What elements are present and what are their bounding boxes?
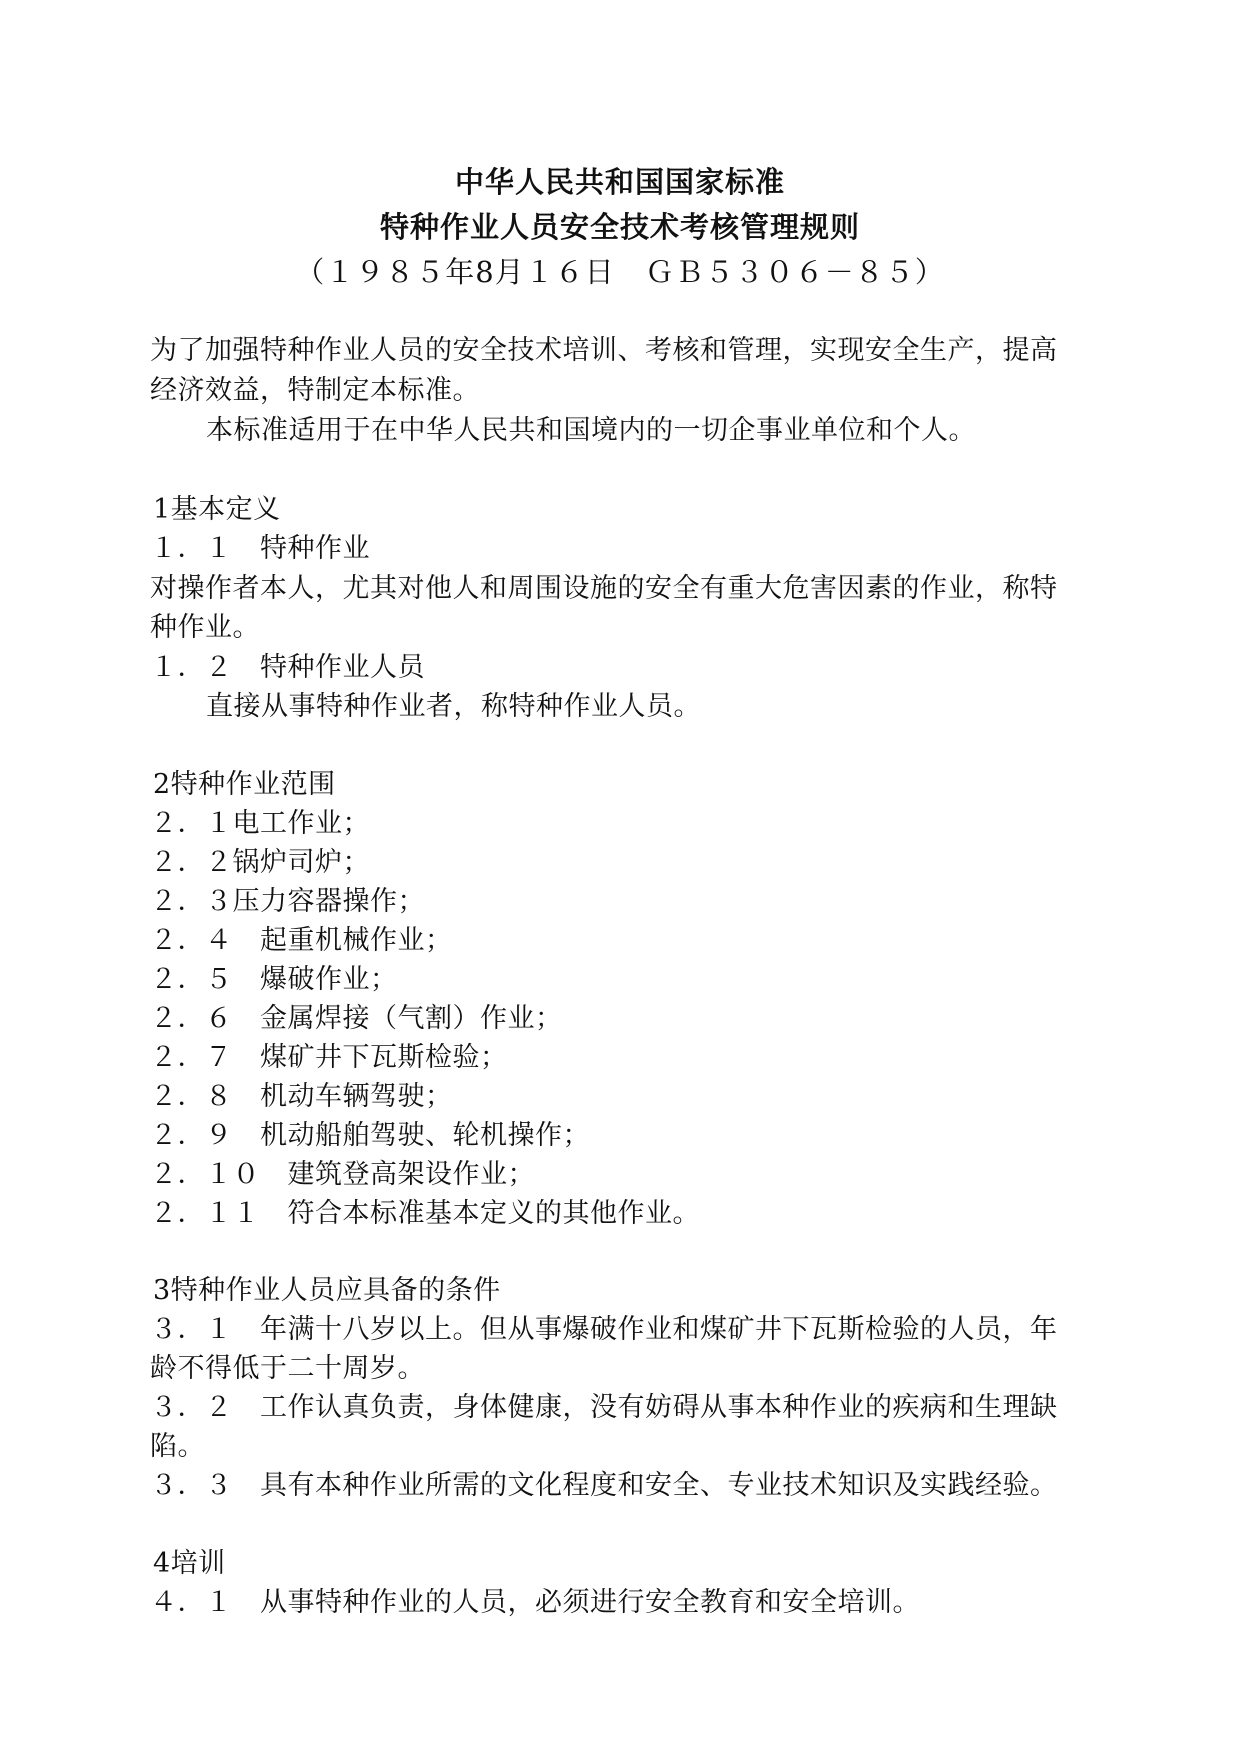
list-item: ２．９ 机动船舶驾驶、轮机操作； [150,1120,590,1151]
clause-3-2-line-2: 陷。 [150,1431,205,1462]
list-item: ２．１电工作业； [150,808,370,839]
list-item: ２．４ 起重机械作业； [150,925,453,956]
list-item: ２．８ 机动车辆驾驶； [150,1081,453,1112]
list-item: ２．７ 煤矿井下瓦斯检验； [150,1042,508,1073]
list-item: ２．１１ 符合本标准基本定义的其他作业。 [150,1198,700,1229]
clause-3-1-line-1: ３．１ 年满十八岁以上。但从事爆破作业和煤矿井下瓦斯检验的人员，年 [150,1314,1058,1345]
clause-4-1: ４．１ 从事特种作业的人员，必须进行安全教育和安全培训。 [150,1587,920,1618]
clause-1-2-text: 直接从事特种作业者，称特种作业人员。 [206,691,701,722]
document-title: 中华人民共和国国家标准 [454,165,785,199]
clause-3-1-line-2: 龄不得低于二十周岁。 [150,1353,425,1384]
document-standard-info: （１９８５年8月１６日 ＧＢ５３０６－８５） [295,255,945,289]
section-1-heading: 1基本定义 [153,494,281,525]
clause-3-2-line-1: ３．２ 工作认真负责，身体健康，没有妨碍从事本种作业的疾病和生理缺 [150,1392,1058,1423]
intro-paragraph-line-2: 经济效益，特制定本标准。 [150,375,480,406]
clause-1-1-text-line-1: 对操作者本人，尤其对他人和周围设施的安全有重大危害因素的作业，称特 [150,573,1058,604]
scope-paragraph: 本标准适用于在中华人民共和国境内的一切企事业单位和个人。 [206,415,976,446]
list-item: ２．１０ 建筑登高架设作业； [150,1159,535,1190]
list-item: ２．５ 爆破作业； [150,964,398,995]
list-item: ２．２锅炉司炉； [150,847,370,878]
clause-3-3: ３．３ 具有本种作业所需的文化程度和安全、专业技术知识及实践经验。 [150,1470,1058,1501]
intro-paragraph-line-1: 为了加强特种作业人员的安全技术培训、考核和管理，实现安全生产，提高 [150,335,1058,366]
section-4-heading: 4培训 [153,1548,226,1579]
list-item: ２．６ 金属焊接（气割）作业； [150,1003,563,1034]
clause-1-2-title: １．２ 特种作业人员 [150,652,425,683]
list-item: ２．３压力容器操作； [150,886,425,917]
clause-1-1-text-line-2: 种作业。 [150,612,260,643]
section-3-heading: 3特种作业人员应具备的条件 [153,1275,501,1306]
clause-1-1-title: １．１ 特种作业 [150,533,370,564]
section-2-heading: 2特种作业范围 [153,769,336,800]
document-subtitle: 特种作业人员安全技术考核管理规则 [379,210,860,244]
